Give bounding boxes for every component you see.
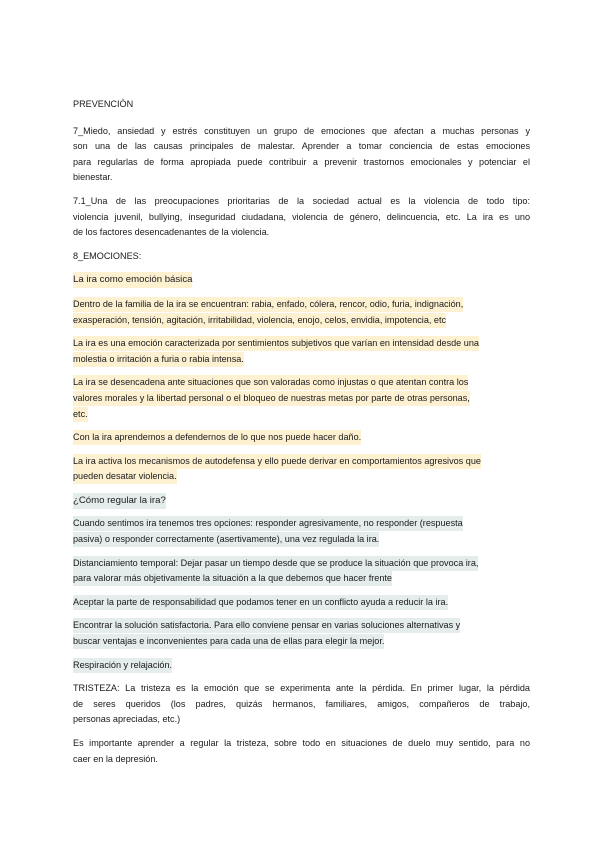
- ira-paragraph-1: Dentro de la familia de la ira se encuentran: rabia, enfado, cólera, rencor, odio, furia, indignación, exasperación, tensión, agitación, irritabilidad, violencia, enojo, celos, envidia, impotencia, etc: [73, 297, 530, 328]
- regular-ira-heading: ¿Cómo regular la ira?: [73, 493, 530, 509]
- regular-paragraph-2: Distanciamiento temporal: Dejar pasar un tiempo desde que se produce la situación que provoca ira, para valorar más objetivamente la situación a la que debemos que hacer frente: [73, 556, 530, 587]
- paragraph-7-1: 7.1_Una de las preocupaciones prioritarias de la sociedad actual es la violencia de todo tipo: violencia juvenil, bullying, inseguridad ciudadana, violencia de género, delincuencia, etc. La ira es uno de los factores desencadenantes de la violencia.: [73, 195, 530, 238]
- regular-paragraph-5: Respiración y relajación.: [73, 658, 530, 674]
- ira-paragraph-4: Con la ira aprendemos a defendernos de lo que nos puede hacer daño.: [73, 430, 530, 446]
- tristeza-paragraph-2: Es importante aprender a regular la tristeza, sobre todo en situaciones de duelo muy sentido, para no caer en la depresión.: [73, 738, 530, 764]
- regular-paragraph-3: Aceptar la parte de responsabilidad que podamos tener en un conflicto ayuda a reducir la ira.: [73, 595, 530, 611]
- tristeza-paragraph-1: TRISTEZA: La tristeza es la emoción que se experimenta ante la pérdida. En primer lugar, la pérdida de seres queridos (los padres, quizás hermanos, familiares, amigos, compañeros de trabajo, personas apreciadas, etc.): [73, 683, 530, 725]
- ira-paragraph-5: La ira activa los mecanismos de autodefensa y ello puede derivar en comportamientos agresivos que pueden desatar violencia.: [73, 454, 530, 485]
- section-title: PREVENCIÒN: [73, 99, 134, 109]
- regular-paragraph-1: Cuando sentimos ira tenemos tres opciones: responder agresivamente, no responder (respuesta pasiva) o responder correctamente (asertivamente), una vez regulada la ira.: [73, 516, 530, 547]
- paragraph-7: 7_Miedo, ansiedad y estrés constituyen un grupo de emociones que afectan a muchas personas y son una de las causas principales de malestar. Aprender a tomar conciencia de estas emociones para regularlas de forma apropiada puede contribuir a prevenir trastornos emocionales y potenciar el bienestar.: [73, 125, 530, 183]
- ira-heading: La ira como emoción básica: [73, 272, 530, 288]
- ira-paragraph-3: La ira se desencadena ante situaciones que son valoradas como injustas o que atentan contra los valores morales y la libertad personal o el bloqueo de nuestras metas por parte de otras personas, etc.: [73, 375, 530, 422]
- ira-paragraph-2: La ira es una emoción caracterizada por sentimientos subjetivos que varían en intensidad desde una molestia o irritación a furia o rabia intensa.: [73, 336, 530, 367]
- regular-paragraph-4: Encontrar la solución satisfactoria. Para ello conviene pensar en varias soluciones alternativas y buscar ventajas e inconvenientes para cada una de ellas para elegir la mejor.: [73, 618, 530, 649]
- section-8-heading: 8_EMOCIONES:: [73, 250, 142, 261]
